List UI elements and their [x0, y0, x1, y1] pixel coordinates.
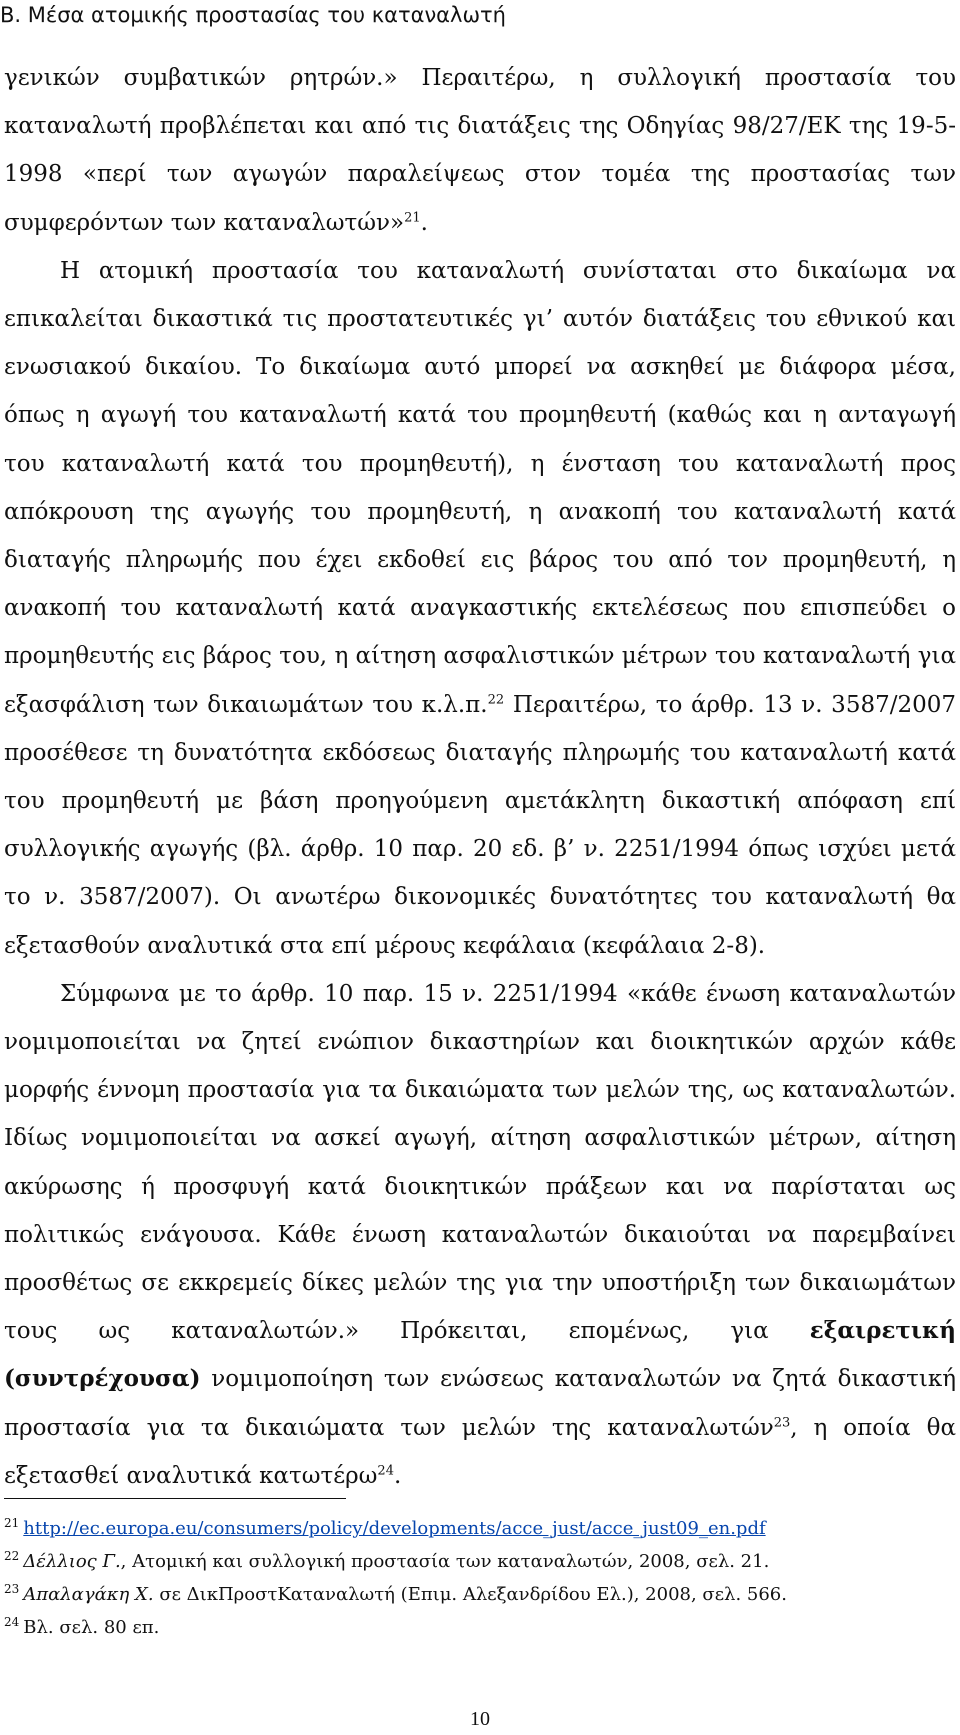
footnote-23: $^{23}$ Απαλαγάκη Χ. σε ΔικΠροστΚαταναλωτή (Επιμ. Αλεξανδρίδου Ελ.), 2008, σελ. 566. — [4, 1582, 787, 1605]
footnote-separator — [4, 1498, 346, 1499]
header-title: Β. Μέσα ατομικής προστασίας του καταναλωτή — [0, 3, 506, 27]
footnote-24: $^{24}$ Βλ. σελ. 80 επ. — [4, 1615, 160, 1638]
footnote-ref-22[interactable]: 22 — [487, 691, 505, 707]
footnote-ref-24[interactable]: 24 — [377, 1463, 394, 1479]
footnote-author: Δέλλιος Γ. — [23, 1551, 121, 1572]
running-header — [0, 0, 960, 30]
footnote-author: Απαλαγάκη Χ. — [23, 1584, 154, 1605]
footnote-link[interactable]: http://ec.europa.eu/consumers/policy/developments/acce_just/acce_just09_en.pdf — [23, 1518, 766, 1539]
paragraph-3: Σύμφωνα με το άρθρ. 10 παρ. 15 ν. 2251/1994 «κάθε ένωση καταναλωτών νομιμοποιείται να ζητεί ενώπιον δικαστηρίων και διοικητικών αρχών κάθε μορφής έννομη προστασία για τα δικαιώματα των μελών της, ως καταναλωτών. Ιδίως νομιμοποιείται να ασκεί αγωγή, αίτηση ασφαλιστικών μέτρων, αίτηση ακύρωσης ή προσφυγή κατά διοικητικών πράξεων και να παρίσταται ως πολιτικώς ενάγουσα. Κάθε ένωση καταναλωτών δικαιούται να παρεμβαίνει προσθέτως σε εκκρεμείς δίκες μελών της για την υποστήριξη των δικαιωμάτων τους ως καταναλωτών.» Πρόκειται, επομένως, για εξαιρετική (συντρέχουσα) νομιμοποίηση των ενώσεως καταναλωτών να ζητά δικαστική προστασία για τα δικαιώματα των μελών της καταναλωτών$^{23}$, η οποία θα εξετασθεί αναλυτικά κατωτέρω$^{24}$. — [4, 980, 956, 1489]
footnote-ref-23[interactable]: 23 — [773, 1415, 791, 1431]
paragraph-2: Η ατομική προστασία του καταναλωτή συνίσταται στο δικαίωμα να επικαλείται δικαστικά τις προστατευτικές γι’ αυτόν διατάξεις του εθνικού και ενωσιακού δικαίου. Το δικαίωμα αυτό μπορεί να ασκηθεί με διάφορα μέσα, όπως η αγωγή του καταναλωτή κατά του προμηθευτή (καθώς και η ανταγωγή του καταναλωτή κατά του προμηθευτή), η ένσταση του καταναλωτή προς απόκρουση της αγωγής του προμηθευτή, η ανακοπή του καταναλωτή κατά διαταγής πληρωμής που έχει εκδοθεί εις βάρος του από τον προμηθευτή, η ανακοπή του καταναλωτή κατά αναγκαστικής εκτελέσεως που επισπεύδει ο προμηθευτής εις βάρος του, η αίτηση ασφαλιστικών μέτρων του καταναλωτή για εξασφάλιση των δικαιωμάτων του κ.λ.π.$^{22}$ Περαιτέρω, το άρθρ. 13 ν. 3587/2007 προσέθεσε τη δυνατότητα εκδόσεως διαταγής πληρωμής του καταναλωτή κατά του προμηθευτή με βάση προηγούμενη αμετάκλητη δικαστική απόφαση επί συλλογικής αγωγής (βλ. άρθρ. 10 παρ. 20 εδ. β’ ν. 2251/1994 όπως ισχύει μετά το ν. 3587/2007). Οι ανωτέρω δικονομικές δυνατότητες του καταναλωτή θα εξετασθούν αναλυτικά στα επί μέρους κεφάλαια (κεφάλαια 2-8). — [4, 257, 956, 959]
footnote-ref-21[interactable]: 21 — [404, 209, 421, 225]
emphasis-exceptional: εξαιρετική (συντρέχουσα) — [4, 1317, 956, 1393]
footnote-21: $^{21}$ http://ec.europa.eu/consumers/policy/developments/acce_just/acce_just09_en.pdf — [4, 1516, 766, 1539]
footnote-22: $^{22}$ Δέλλιος Γ., Ατομική και συλλογική προστασία των καταναλωτών, 2008, σελ. 21. — [4, 1549, 770, 1572]
paragraph-1: γενικών συμβατικών ρητρών.» Περαιτέρω, η συλλογική προστασία του καταναλωτή προβλέπεται και από τις διατάξεις της Οδηγίας 98/27/ΕΚ της 19-5-1998 «περί των αγωγών παραλείψεως στον τομέα της προστασίας των συμφερόντων των καταναλωτών»$^{21}$. — [4, 65, 956, 236]
page-number: 10 — [470, 1708, 490, 1730]
body-text — [4, 54, 956, 1500]
footnotes — [4, 1512, 956, 1644]
